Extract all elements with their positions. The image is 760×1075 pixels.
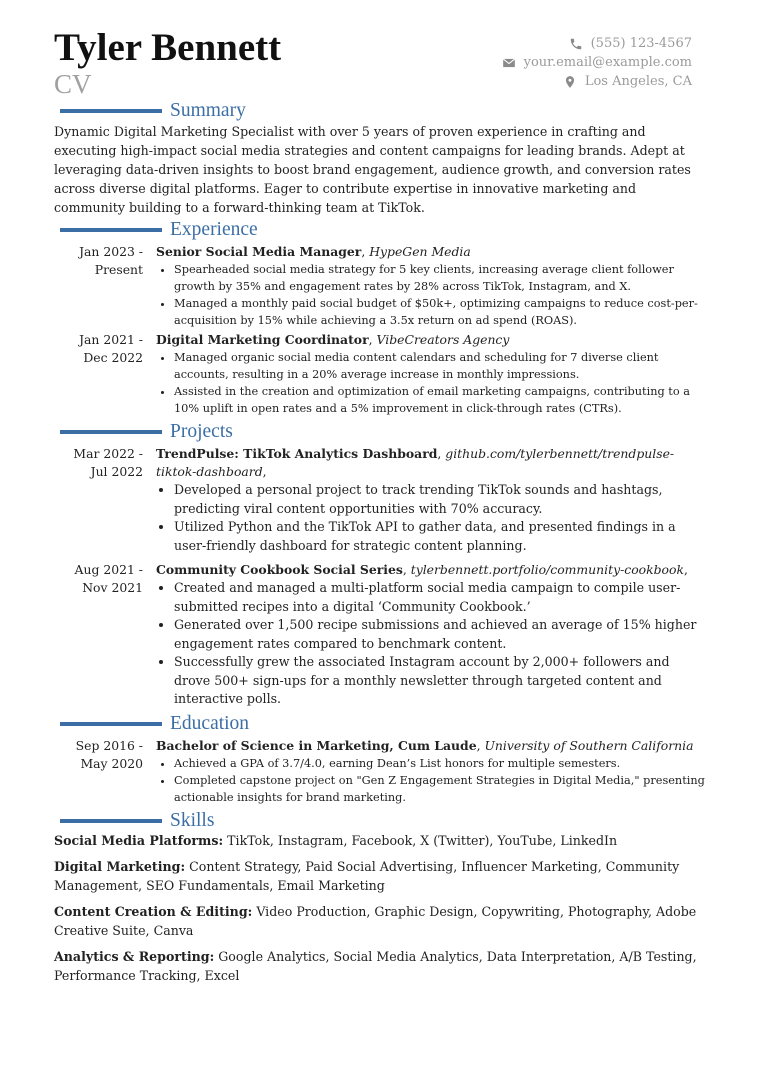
document-subtitle: CV bbox=[54, 69, 92, 99]
skill-row bbox=[54, 858, 706, 895]
skill-items: Google Analytics, Social Media Analytics, Data Interpretation, A/B Testing, Performance Tracking, Excel bbox=[54, 949, 697, 983]
skill-items: Video Production, Graphic Design, Copywriting, Photography, Adobe Creative Suite, Canva bbox=[54, 904, 697, 938]
section-title: Skills bbox=[170, 809, 215, 831]
section-title: Projects bbox=[170, 421, 233, 442]
entry-date: Aug 2021 - Nov 2021 bbox=[74, 562, 143, 595]
section-rule bbox=[60, 819, 162, 823]
experience-entry: Jan 2023 - Present Senior Social Media Manager, HypeGen Media • Spearheaded social media strategy for 5 key clients, increasing average client follower growth by 35% and engagement rates by 28% across TikTok, Instagram, and X. • Managed a monthly paid social budget of $50k+, optimizing campaigns to reduce cost-per-acquisition by 15% while achieving a 3.5x return on ad spend (ROAS). bbox=[54, 243, 706, 329]
project-link[interactable]: github.com/tylerbennett/trendpulse-tiktok-dashboard bbox=[156, 446, 675, 479]
skill-label: Social Media Platforms: bbox=[54, 832, 224, 848]
project-entry: Aug 2021 - Nov 2021 Community Cookbook Social Series, tylerbennett.portfolio/community-cookbook, • Created and managed a multi-platform social media campaign to compile user-submitted recipes into a digital ‘Community Cookbook.’ • Generated over 1,500 recipe submissions and achieved an average of 15% higher engagement rates compared to benchmark content. • Successfully grew the associated Instagram account by 2,000+ followers and drove 500+ sign-ups for a monthly newsletter through targeted content and interactive polls. bbox=[54, 561, 706, 709]
section-education-heading bbox=[54, 713, 706, 735]
degree: Bachelor of Science in Marketing, Cum Laude bbox=[156, 737, 477, 753]
phone-text: (555) 123-4567 bbox=[590, 36, 692, 51]
section-title: Experience bbox=[170, 219, 258, 240]
summary-text: Dynamic Digital Marketing Specialist with over 5 years of proven experience in crafting and executing high-impact social media strategies and content campaigns for leading brands. Adept at leveraging data-driven insights to boost brand engagement, audience growth, and conversion rates across diverse digital platforms. Eager to contribute expertise in innovative marketing and community building to a forward-thinking team at TikTok. bbox=[54, 124, 691, 215]
mail-icon bbox=[502, 56, 516, 70]
project-link[interactable]: tylerbennett.portfolio/community-cookbook bbox=[410, 562, 684, 577]
skill-items: TikTok, Instagram, Facebook, X (Twitter), YouTube, LinkedIn bbox=[227, 832, 618, 848]
section-title: Summary bbox=[170, 100, 246, 121]
bullet: • Completed capstone project on "Gen Z Engagement Strategies in Digital Media," presenting actionable insights for brand marketing. bbox=[174, 772, 706, 806]
section-rule bbox=[60, 722, 162, 726]
bullet: • Developed a personal project to track trending TikTok sounds and hashtags, predicting viral content opportunities with 70% accuracy. bbox=[174, 481, 706, 518]
bullet: • Spearheaded social media strategy for 5 key clients, increasing average client follower growth by 35% and engagement rates by 28% across TikTok, Instagram, and X. bbox=[174, 261, 706, 295]
employer: HypeGen Media bbox=[369, 244, 471, 259]
bullet: • Managed organic social media content calendars and scheduling for 7 diverse client accounts, resulting in a 20% average increase in monthly impressions. bbox=[174, 349, 706, 383]
contact-phone bbox=[502, 34, 692, 53]
section-rule bbox=[60, 430, 162, 434]
skill-row bbox=[54, 903, 706, 940]
employer: VibeCreators Agency bbox=[376, 332, 510, 347]
section-rule bbox=[60, 228, 162, 232]
bullet: • Assisted in the creation and optimization of email marketing campaigns, contributing to a 10% uplift in open rates and a 5% improvement in click-through rates (CTRs). bbox=[174, 383, 706, 417]
section-summary-heading bbox=[54, 100, 706, 122]
project-name: TrendPulse: TikTok Analytics Dashboard bbox=[156, 446, 438, 461]
section-skills-heading bbox=[54, 810, 706, 832]
skill-label: Digital Marketing: bbox=[54, 859, 186, 874]
contact-info bbox=[502, 34, 692, 91]
skill-label: Content Creation & Editing: bbox=[54, 904, 253, 919]
entry-date: Sep 2016 - May 2020 bbox=[75, 737, 143, 771]
bullet: • Utilized Python and the TikTok API to gather data, and presented findings in a user-friendly dashboard for strategic content planning. bbox=[174, 518, 706, 555]
skill-label: Analytics & Reporting: bbox=[54, 949, 215, 964]
map-pin-icon bbox=[563, 75, 577, 89]
school: University of Southern California bbox=[484, 737, 694, 753]
location-text: Los Angeles, CA bbox=[584, 74, 692, 89]
candidate-name: Tyler Bennett bbox=[54, 26, 282, 69]
bullet: • Successfully grew the associated Instagram account by 2,000+ followers and drove 500+ sign-ups for a monthly newsletter through targeted content and interactive polls. bbox=[174, 653, 706, 709]
job-title: Senior Social Media Manager bbox=[156, 244, 362, 259]
job-title: Digital Marketing Coordinator bbox=[156, 332, 369, 347]
resume-page bbox=[54, 28, 706, 993]
section-rule bbox=[60, 109, 162, 113]
contact-location bbox=[502, 72, 692, 91]
entry-date: Jan 2021 - Dec 2022 bbox=[79, 332, 143, 365]
bullet: • Managed a monthly paid social budget of $50k+, optimizing campaigns to reduce cost-per-acquisition by 15% while achieving a 3.5x return on ad spend (ROAS). bbox=[174, 295, 706, 329]
resume-header bbox=[54, 28, 706, 100]
section-title: Education bbox=[170, 712, 250, 734]
experience-entry: Jan 2021 - Dec 2022 Digital Marketing Coordinator, VibeCreators Agency • Managed organic social media content calendars and scheduling for 7 diverse client accounts, resulting in a 20% average increase in monthly impressions. • Assisted in the creation and optimization of email marketing campaigns, contributing to a 10% uplift in open rates and a 5% improvement in click-through rates (CTRs). bbox=[54, 331, 706, 417]
phone-icon bbox=[569, 37, 583, 51]
education-entry: Sep 2016 - May 2020 Bachelor of Science in Marketing, Cum Laude, University of Southern California • Achieved a GPA of 3.7/4.0, earning Dean’s List honors for multiple semesters. • Completed capstone project on "Gen Z Engagement Strategies in Digital Media," presenting actionable insights for brand marketing. bbox=[54, 737, 706, 806]
entry-date: Mar 2022 - Jul 2022 bbox=[73, 446, 143, 479]
section-experience-heading bbox=[54, 219, 706, 241]
bullet: • Achieved a GPA of 3.7/4.0, earning Dean’s List honors for multiple semesters. bbox=[174, 755, 706, 772]
skill-row bbox=[54, 948, 706, 985]
project-name: Community Cookbook Social Series bbox=[156, 562, 403, 577]
project-entry: Mar 2022 - Jul 2022 TrendPulse: TikTok Analytics Dashboard, github.com/tylerbennett/trendpulse-tiktok-dashboard, • Developed a personal project to track trending TikTok sounds and hashtags, predicting viral content opportunities with 70% accuracy. • Utilized Python and the TikTok API to gather data, and presented findings in a user-friendly dashboard for strategic content planning. bbox=[54, 445, 706, 555]
skill-items: Content Strategy, Paid Social Advertising, Influencer Marketing, Community Management, SEO Fundamentals, Email Marketing bbox=[54, 859, 680, 893]
email-text[interactable]: your.email@example.com bbox=[523, 55, 692, 70]
section-projects-heading bbox=[54, 421, 706, 443]
skill-row bbox=[54, 832, 706, 851]
bullet: • Created and managed a multi-platform social media campaign to compile user-submitted recipes into a digital ‘Community Cookbook.’ bbox=[174, 579, 706, 616]
entry-date: Jan 2023 - Present bbox=[79, 244, 143, 277]
bullet: • Generated over 1,500 recipe submissions and achieved an average of 15% higher engagement rates compared to benchmark content. bbox=[174, 616, 706, 653]
contact-email bbox=[502, 53, 692, 72]
